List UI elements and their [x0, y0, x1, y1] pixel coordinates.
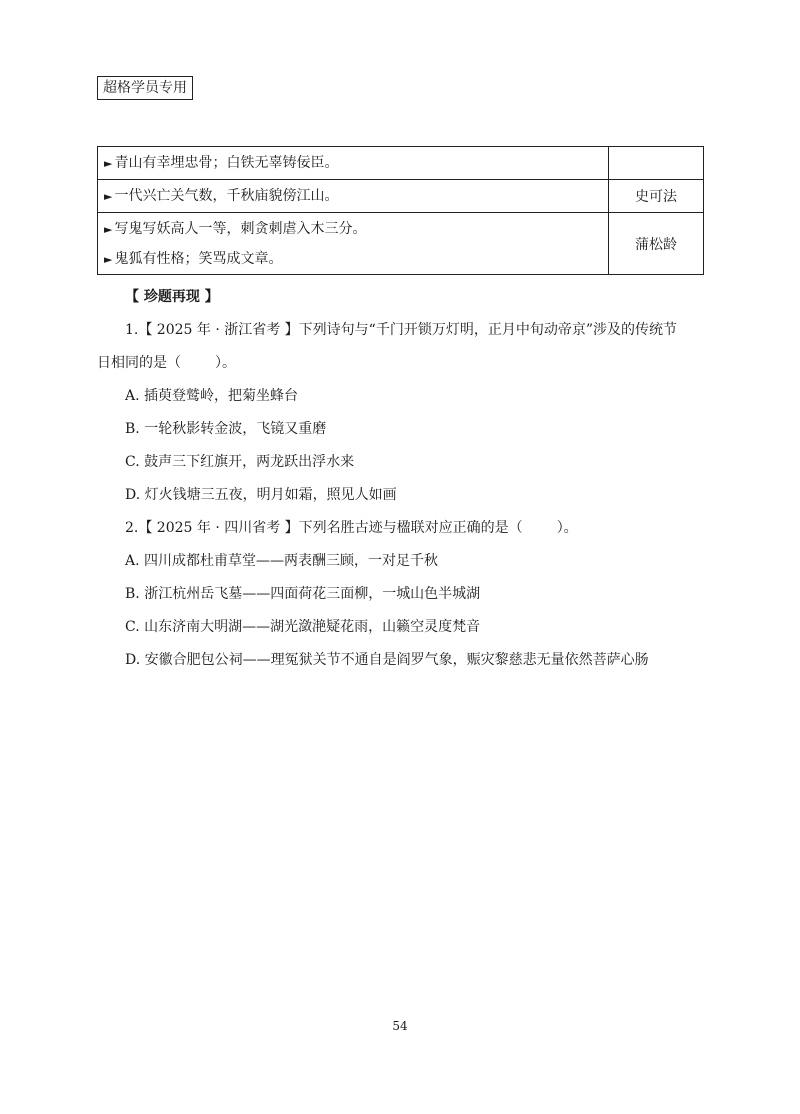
couplet-table — [97, 146, 704, 275]
question-1-stem-cont: 日相同的是（ ）。 — [97, 355, 236, 371]
table-row — [98, 180, 704, 213]
question-2-option-a: A. 四川成都杜甫草堂——两表酬三顾，一对足千秋 — [125, 553, 439, 569]
table-row — [98, 147, 704, 180]
question-2-option-c: C. 山东济南大明湖——湖光潋滟疑花雨，山籁空灵度梵音 — [125, 619, 481, 635]
couplet-line: ► 青山有幸埋忠骨；白铁无辜铸佞臣。 — [104, 155, 339, 171]
arrow-bullet-icon: ► — [104, 252, 113, 266]
section-title: 【 珍题再现 】 — [125, 289, 219, 305]
question-2-option-b: B. 浙江杭州岳飞墓——四面荷花三面柳，一城山色半城湖 — [125, 586, 481, 602]
page-number: 54 — [392, 1019, 408, 1033]
question-1-option-a: A. 插萸登鹫岭，把菊坐蜂台 — [125, 388, 299, 404]
question-1-option-d: D. 灯火钱塘三五夜，明月如霜，照见人如画 — [125, 487, 397, 503]
question-1-option-c: C. 鼓声三下红旗开，两龙跃出浮水来 — [125, 454, 355, 470]
author-cell: 蒲松龄 — [609, 213, 704, 275]
arrow-bullet-icon: ► — [104, 222, 113, 236]
question-1-stem: 1.【 2025 年 · 浙江省考 】下列诗句与“千门开锁万灯明，正月中旬动帝京”涉及的传统节 — [125, 322, 677, 338]
couplet-line: ► 一代兴亡关气数，千秋庙貌傍江山。 — [104, 188, 339, 204]
table-row — [98, 213, 704, 275]
student-only-badge: 超格学员专用 — [97, 76, 193, 100]
question-1-option-b: B. 一轮秋影转金波，飞镜又重磨 — [125, 421, 327, 437]
couplet-line: ► 写鬼写妖高人一等，刺贪刺虐入木三分。 — [104, 220, 367, 237]
question-2-option-d: D. 安徽合肥包公祠——理冤狱关节不通自是阎罗气象，赈灾黎慈悲无量依然菩萨心肠 — [125, 652, 649, 668]
author-cell — [609, 147, 704, 180]
arrow-bullet-icon: ► — [104, 190, 113, 203]
couplet-line: ► 鬼狐有性格；笑骂成文章。 — [104, 250, 283, 267]
arrow-bullet-icon: ► — [104, 157, 113, 170]
question-2-stem: 2.【 2025 年 · 四川省考 】下列名胜古迹与楹联对应正确的是（ ）。 — [125, 520, 578, 536]
author-cell: 史可法 — [609, 180, 704, 213]
